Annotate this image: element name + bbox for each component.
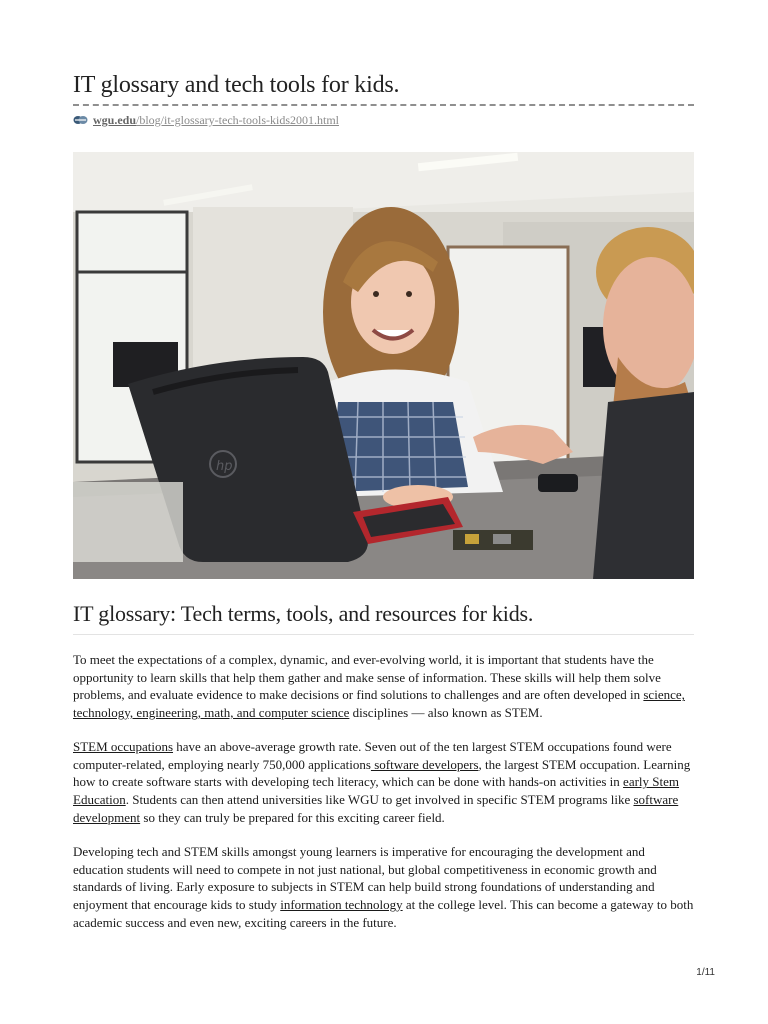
section-heading: IT glossary: Tech terms, tools, and resources for kids. — [73, 601, 534, 626]
paragraph-text: so they can truly be prepared for this exciting career field. — [140, 809, 445, 825]
information-technology-link[interactable]: information technology — [280, 897, 403, 913]
paragraph-developing-skills — [73, 843, 694, 932]
paragraph-text: . Students can then attend universities like WGU to get involved in specific STEM programs like — [125, 792, 634, 808]
page-number: 1/11 — [696, 967, 715, 978]
paragraph-text: at the college level. This can become a gateway to both academic success and even new, exciting careers in the future. — [73, 897, 694, 930]
paragraph-text: Developing tech and STEM skills amongst young learners is imperative for encouraging the development and education students will need to compete in not just national, but global competitiveness in economic growth and standards of living. Early exposure to subjects in STEM can help build strong foundations of understanding and enjoyment that encourage kids to study — [73, 844, 657, 913]
hero-image — [73, 152, 694, 579]
paragraph-intro — [73, 651, 694, 722]
document-title: IT glossary and tech tools for kids. — [73, 72, 400, 98]
section-divider — [73, 634, 694, 635]
paragraph-text: , the largest STEM occupation. Learning how to create software starts with developing tech literacy, which can be done with hands-on activities in — [73, 756, 691, 790]
wgu-logo-icon — [73, 115, 88, 125]
paragraph-stem-occupations — [73, 738, 694, 827]
title-divider — [73, 104, 694, 106]
stem-disciplines-link[interactable]: science, technology, engineering, math, and computer science — [73, 687, 685, 721]
paragraph-text: have an above-average growth rate. Seven out of the ten largest STEM occupations found were computer-related, employing nearly 750,000 applications — [73, 739, 672, 772]
software-development-link[interactable]: software development — [73, 792, 679, 825]
source-path-link[interactable]: /blog/it-glossary-tech-tools-kids2001.html — [136, 113, 339, 127]
paragraph-text: disciplines — also known as STEM. — [349, 705, 543, 721]
early-stem-education-link[interactable]: early Stem Education — [73, 774, 680, 808]
stem-occupations-link[interactable]: STEM occupations — [73, 739, 174, 754]
paragraph-text: To meet the expectations of a complex, dynamic, and ever-evolving world, it is important that students have the opportunity to learn skills that help them gather and make sense of information. These skills will help them solve problems, and evaluate evidence to make decisions or find solutions to challenges and are often developed in — [73, 652, 661, 703]
software-developers-link[interactable]: software developers — [370, 756, 479, 772]
svg-text:hp: hp — [216, 459, 233, 474]
source-domain-link[interactable]: wgu.edu — [93, 113, 137, 127]
classroom-photo-icon — [73, 152, 694, 579]
source-url[interactable] — [73, 113, 339, 127]
